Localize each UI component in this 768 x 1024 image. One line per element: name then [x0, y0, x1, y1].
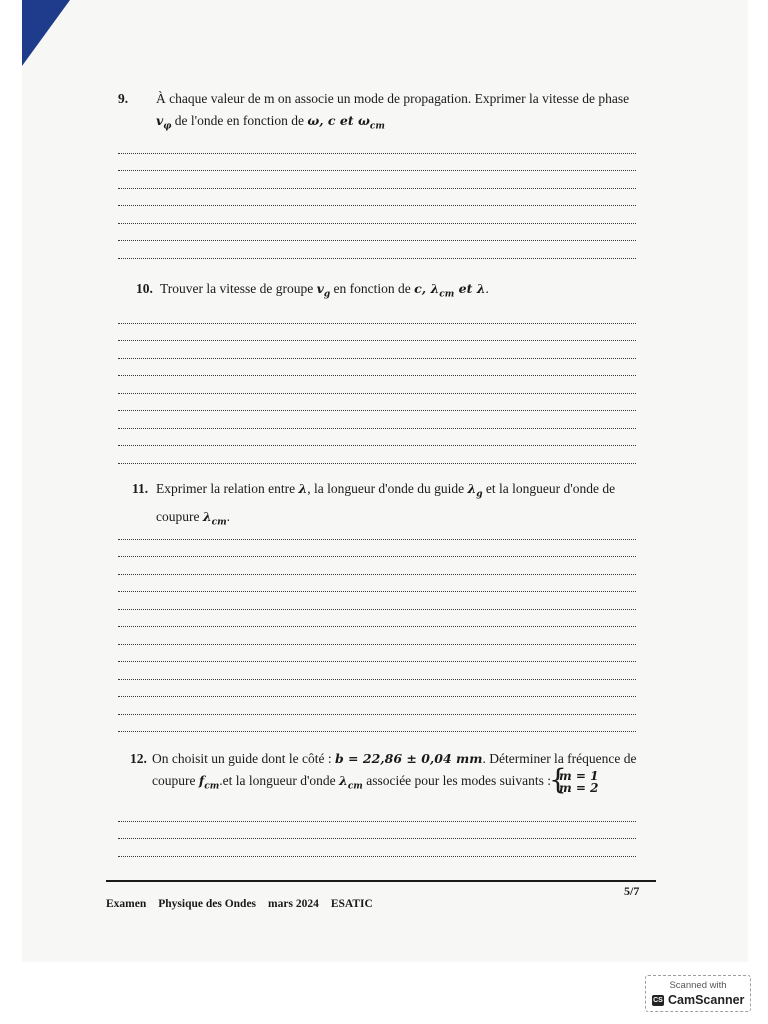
answer-line[interactable]: [118, 522, 636, 540]
answer-lines: [118, 136, 636, 259]
answer-line[interactable]: [118, 359, 636, 377]
question-10: [118, 278, 648, 306]
camscanner-logo-icon: CS: [653, 997, 663, 1004]
footer: [106, 898, 385, 910]
answer-line[interactable]: [118, 592, 636, 610]
question-text: Exprimer la relation entre λ, la longueur d'onde du guide $\lambda_g$ et la longueur d'onde de coupure $\lambda_{cm}$.: [156, 481, 616, 527]
answer-line[interactable]: [118, 394, 636, 412]
answer-line[interactable]: [118, 241, 636, 259]
answer-line[interactable]: [118, 224, 636, 242]
answer-line[interactable]: [118, 680, 636, 698]
question-number: 10.: [136, 281, 153, 296]
answer-line[interactable]: [118, 429, 636, 447]
answer-line[interactable]: [118, 189, 636, 207]
question-text: Trouver la vitesse de groupe $v_g$ en fonction de c, $\lambda_{cm}$ et λ.: [160, 281, 489, 300]
question-number: 11.: [132, 481, 149, 496]
camscanner-watermark: Scanned with CS CamScanner: [645, 975, 751, 1012]
question-number: 9.: [118, 91, 129, 106]
question-12: [118, 748, 658, 798]
answer-line[interactable]: [118, 610, 636, 628]
answer-line[interactable]: [118, 715, 636, 733]
answer-line[interactable]: [118, 627, 636, 645]
answer-lines: [118, 306, 636, 464]
footer-date: mars 2024: [268, 898, 319, 910]
answer-line[interactable]: [118, 662, 636, 680]
question-text: À chaque valeur de m on associe un mode de propagation. Exprimer la vitesse de phase $v_\varphi$ de l'onde en fonction de ω, c et $\omega_{cm}$: [156, 91, 630, 132]
answer-line[interactable]: [118, 446, 636, 464]
answer-line[interactable]: [118, 206, 636, 224]
answer-line[interactable]: [118, 411, 636, 429]
answer-line[interactable]: [118, 575, 636, 593]
answer-line[interactable]: [118, 341, 636, 359]
question-9: [118, 88, 648, 138]
answer-line[interactable]: [118, 697, 636, 715]
answer-lines: [118, 522, 636, 732]
answer-line[interactable]: [118, 557, 636, 575]
corner-mark: [22, 0, 70, 66]
answer-line[interactable]: [118, 822, 636, 840]
answer-line[interactable]: [118, 839, 636, 857]
page-number: 5/7: [624, 884, 640, 898]
footer-school: ESATIC: [330, 898, 373, 910]
answer-line[interactable]: [118, 645, 636, 663]
question-number: 12.: [130, 751, 147, 766]
mode-system: { m = 1 m = 2: [551, 770, 598, 794]
answer-line[interactable]: [118, 324, 636, 342]
footer-rule: [106, 880, 656, 882]
answer-line[interactable]: [118, 154, 636, 172]
answer-line[interactable]: [118, 171, 636, 189]
answer-line[interactable]: [118, 540, 636, 558]
footer-exam: Examen: [106, 898, 147, 910]
question-text: On choisit un guide dont le côté : b = 22,86 ± 0,04 mm. Déterminer la fréquence de coupure $f_{cm}.et$ la longueur d'onde $\lambda_{cm}$ associée pour les modes suivants : { m = 1 m = 2: [118, 748, 658, 798]
answer-line[interactable]: [118, 376, 636, 394]
answer-line[interactable]: [118, 306, 636, 324]
answer-line[interactable]: [118, 804, 636, 822]
answer-lines: [118, 804, 636, 857]
footer-subject: Physique des Ondes: [158, 898, 257, 910]
answer-line[interactable]: [118, 136, 636, 154]
